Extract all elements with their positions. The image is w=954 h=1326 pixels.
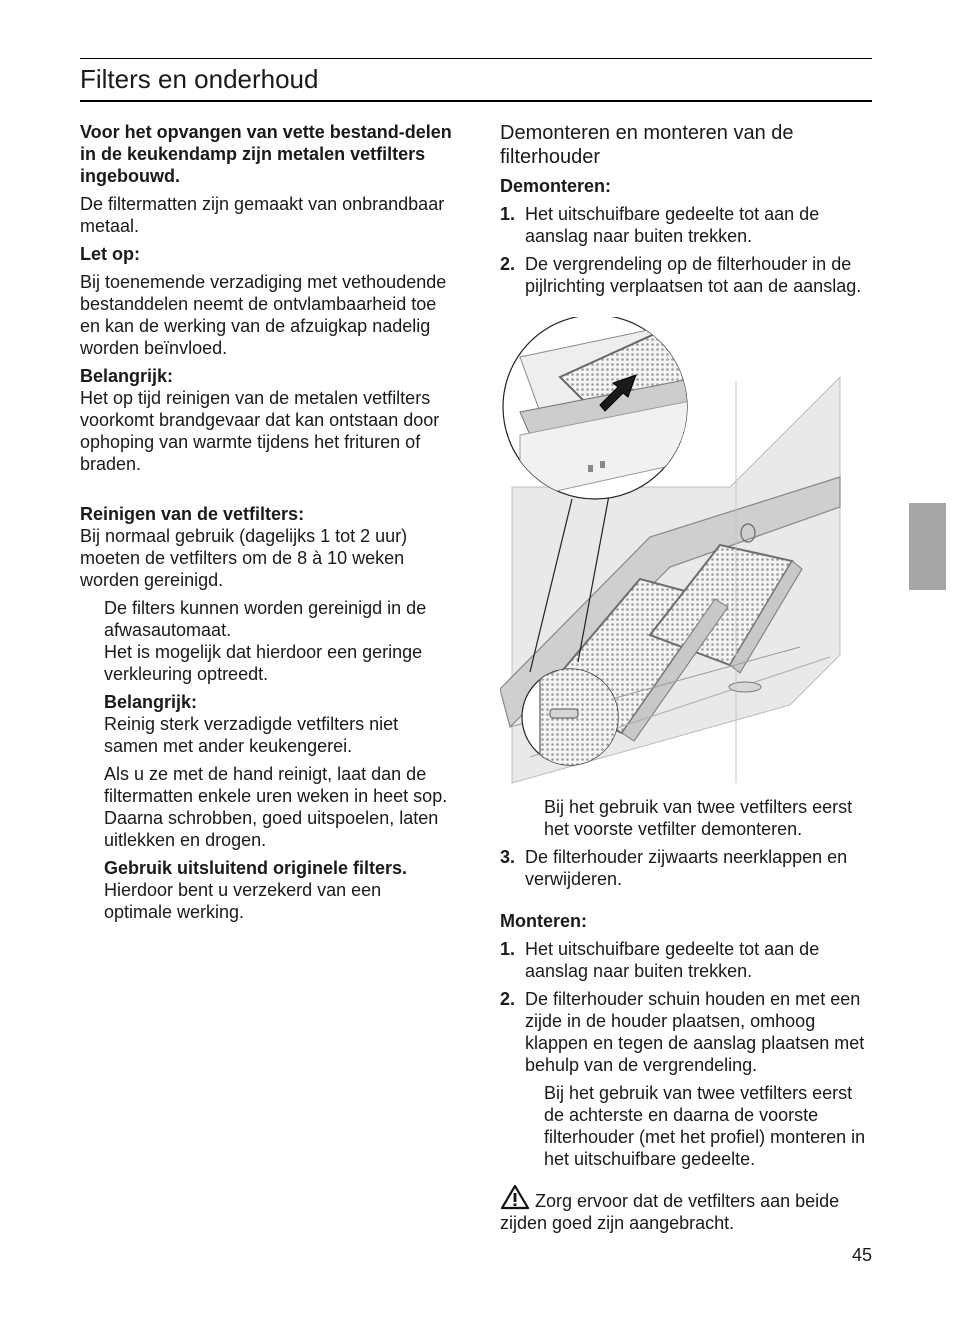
remove-step-3-list (500, 846, 875, 890)
step-number: 1. (500, 939, 516, 959)
step-text: De filterhouder zijwaarts neerklappen en verwijderen. (525, 847, 848, 889)
mount-label: Monteren: (500, 911, 587, 931)
attention-text: Bij toenemende verzadiging met vethoudende bestanddelen neemt de ontvlambaarheid toe en kan de werking van de afzuigkap nadelig worden beïnvloed. (80, 272, 447, 358)
page-number: 45 (851, 1245, 872, 1265)
dishwasher-text: De filters kunnen worden gereinigd in de afwasautomaat. (104, 598, 427, 640)
step-number: 2. (500, 254, 516, 274)
right-column (500, 121, 875, 1234)
step-text: Het uitschuifbare gedeelte tot aan de aanslag naar buiten trekken. (525, 939, 820, 981)
remove-step (500, 203, 875, 247)
filter-holder-illustration (500, 317, 870, 785)
intro-text: De filtermatten zijn gemaakt van onbrandbaar metaal. (80, 194, 445, 236)
attention-label: Let op: (80, 244, 140, 264)
cleaning-label: Reinigen van de vetfilters: (80, 504, 305, 524)
original-filters-label: Gebruik uitsluitend originele filters. (104, 858, 408, 878)
important2-text: Reinig sterk verzadigde vetfilters niet samen met ander keukengerei. (104, 714, 399, 756)
remove-label: Demonteren: (500, 176, 612, 196)
section-tab-marker (909, 503, 946, 590)
section-title: Demonteren en monteren van de filterhouder (500, 122, 794, 168)
mount-note: Bij het gebruik van twee vetfilters eerst de achterste en daarna de voorste filterhouder (met het profiel) monteren in het uitschuifbare gedeelte. (544, 1083, 866, 1169)
step-text: De filterhouder schuin houden en met een zijde in de houder plaatsen, omhoog klappen en tegen de aanslag plaatsen met behulp van de vergrendeling. (525, 989, 865, 1075)
mount-step (500, 938, 875, 982)
step-number: 3. (500, 847, 516, 867)
step-text: De vergrendeling op de filterhouder in de pijlrichting verplaatsen tot aan de aanslag. (525, 254, 862, 296)
remove-note: Bij het gebruik van twee vetfilters eerst het voorste vetfilter demonteren. (544, 797, 853, 839)
mount-step (500, 988, 875, 1076)
remove-steps (500, 203, 875, 297)
cleaning-text: Bij normaal gebruik (dagelijks 1 tot 2 uur) moeten de vetfilters om de 8 à 10 weken worden gereinigd. (80, 526, 408, 590)
step-number: 1. (500, 204, 516, 224)
header-rule-bottom (80, 100, 872, 102)
remove-step (500, 846, 875, 890)
original-filters-text: Hierdoor bent u verzekerd van een optimale werking. (104, 880, 382, 922)
header-rule-top (80, 58, 872, 59)
dishwasher-discolor-text: Het is mogelijk dat hierdoor een geringe verkleuring optreedt. (104, 642, 423, 684)
remove-step (500, 253, 875, 297)
important-text: Het op tijd reinigen van de metalen vetfilters voorkomt brandgevaar dat kan ontstaan door ophoping van warmte tijdens het frituren of braden. (80, 388, 440, 474)
step-text: Het uitschuifbare gedeelte tot aan de aanslag naar buiten trekken. (525, 204, 820, 246)
left-column (80, 121, 452, 923)
hand-clean-text-2: Daarna schrobben, goed uitspoelen, laten uitlekken en drogen. (104, 808, 439, 850)
warning-paragraph (500, 1184, 875, 1234)
page-title: Filters en onderhoud (80, 64, 319, 94)
warning-text: Zorg ervoor dat de vetfilters aan beide zijden goed zijn aangebracht. (500, 1191, 840, 1233)
cleaning-details (80, 597, 452, 923)
intro-bold: Voor het opvangen van vette bestand-delen in de keukendamp zijn metalen vetfilters ingebouwd. (80, 122, 452, 186)
warning-icon (500, 1184, 530, 1210)
important2-label: Belangrijk: (104, 692, 198, 712)
hand-clean-text: Als u ze met de hand reinigt, laat dan de filtermatten enkele uren weken in heet sop. (104, 764, 448, 806)
important-label: Belangrijk: (80, 366, 174, 386)
step-number: 2. (500, 989, 516, 1009)
mount-steps (500, 938, 875, 1076)
